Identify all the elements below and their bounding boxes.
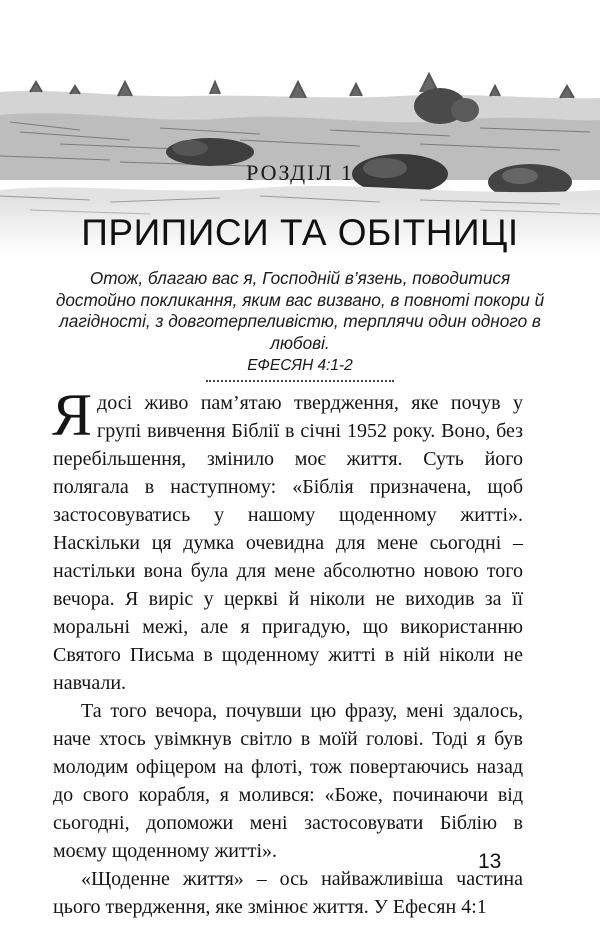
page-number: 13 [478,850,502,873]
chapter-title: ПРИПИСИ ТА ОБІТНИЦІ [81,212,519,253]
epigraph-reference: ЕФЕСЯН 4:1-2 [247,357,353,374]
paragraph-1-text: досі живо пам’ятаю твердження, яке почув у групі вивчення Біблії в січні 1952 року. Воно, без перебільшення, змінило моє життя. Суть його полягала в наступному: «Біблія призначена, щоб застосовуватись у нашому щоденному житті». Наскільки ця думка очевидна для мене сьогодні – настільки вона була для мене абсолютно новою того вечора. Я виріс у церкві й ніколи не виходив за її моральні межі, але я пригадую, що використанню Святого Письма в щоденному житті в ній ніколи не навчали. [53,392,523,694]
epigraph-text: Отож, благаю вас я, Господній в’язень, поводитися достойно покликання, яким вас визвано, в повноті покори й лагідності, з довготерпеливістю, терплячи один одного в любові. [55,268,545,353]
body-text [52,382,523,921]
paragraph-1 [52,382,523,697]
paragraph-3: «Щоденне життя» – ось найважливіша частина цього твердження, яке змінює життя. У Ефесян 4:1 [53,868,523,918]
dotted-divider [206,380,394,382]
paragraph-2: Та того вечора, почувши цю фразу, мені здалось, наче хтось увімкнув світло в моїй голові. Тоді я був молодим офіцером на флоті, тож повертаючись назад до свого корабля, я молився: «Боже, починаючи від сьогодні, допоможи мені застосовувати Біблію в моєму щоденному житті». [53,700,523,862]
chapter-label: РОЗДІЛ 1 [246,160,354,185]
drop-cap: Я [52,382,93,448]
